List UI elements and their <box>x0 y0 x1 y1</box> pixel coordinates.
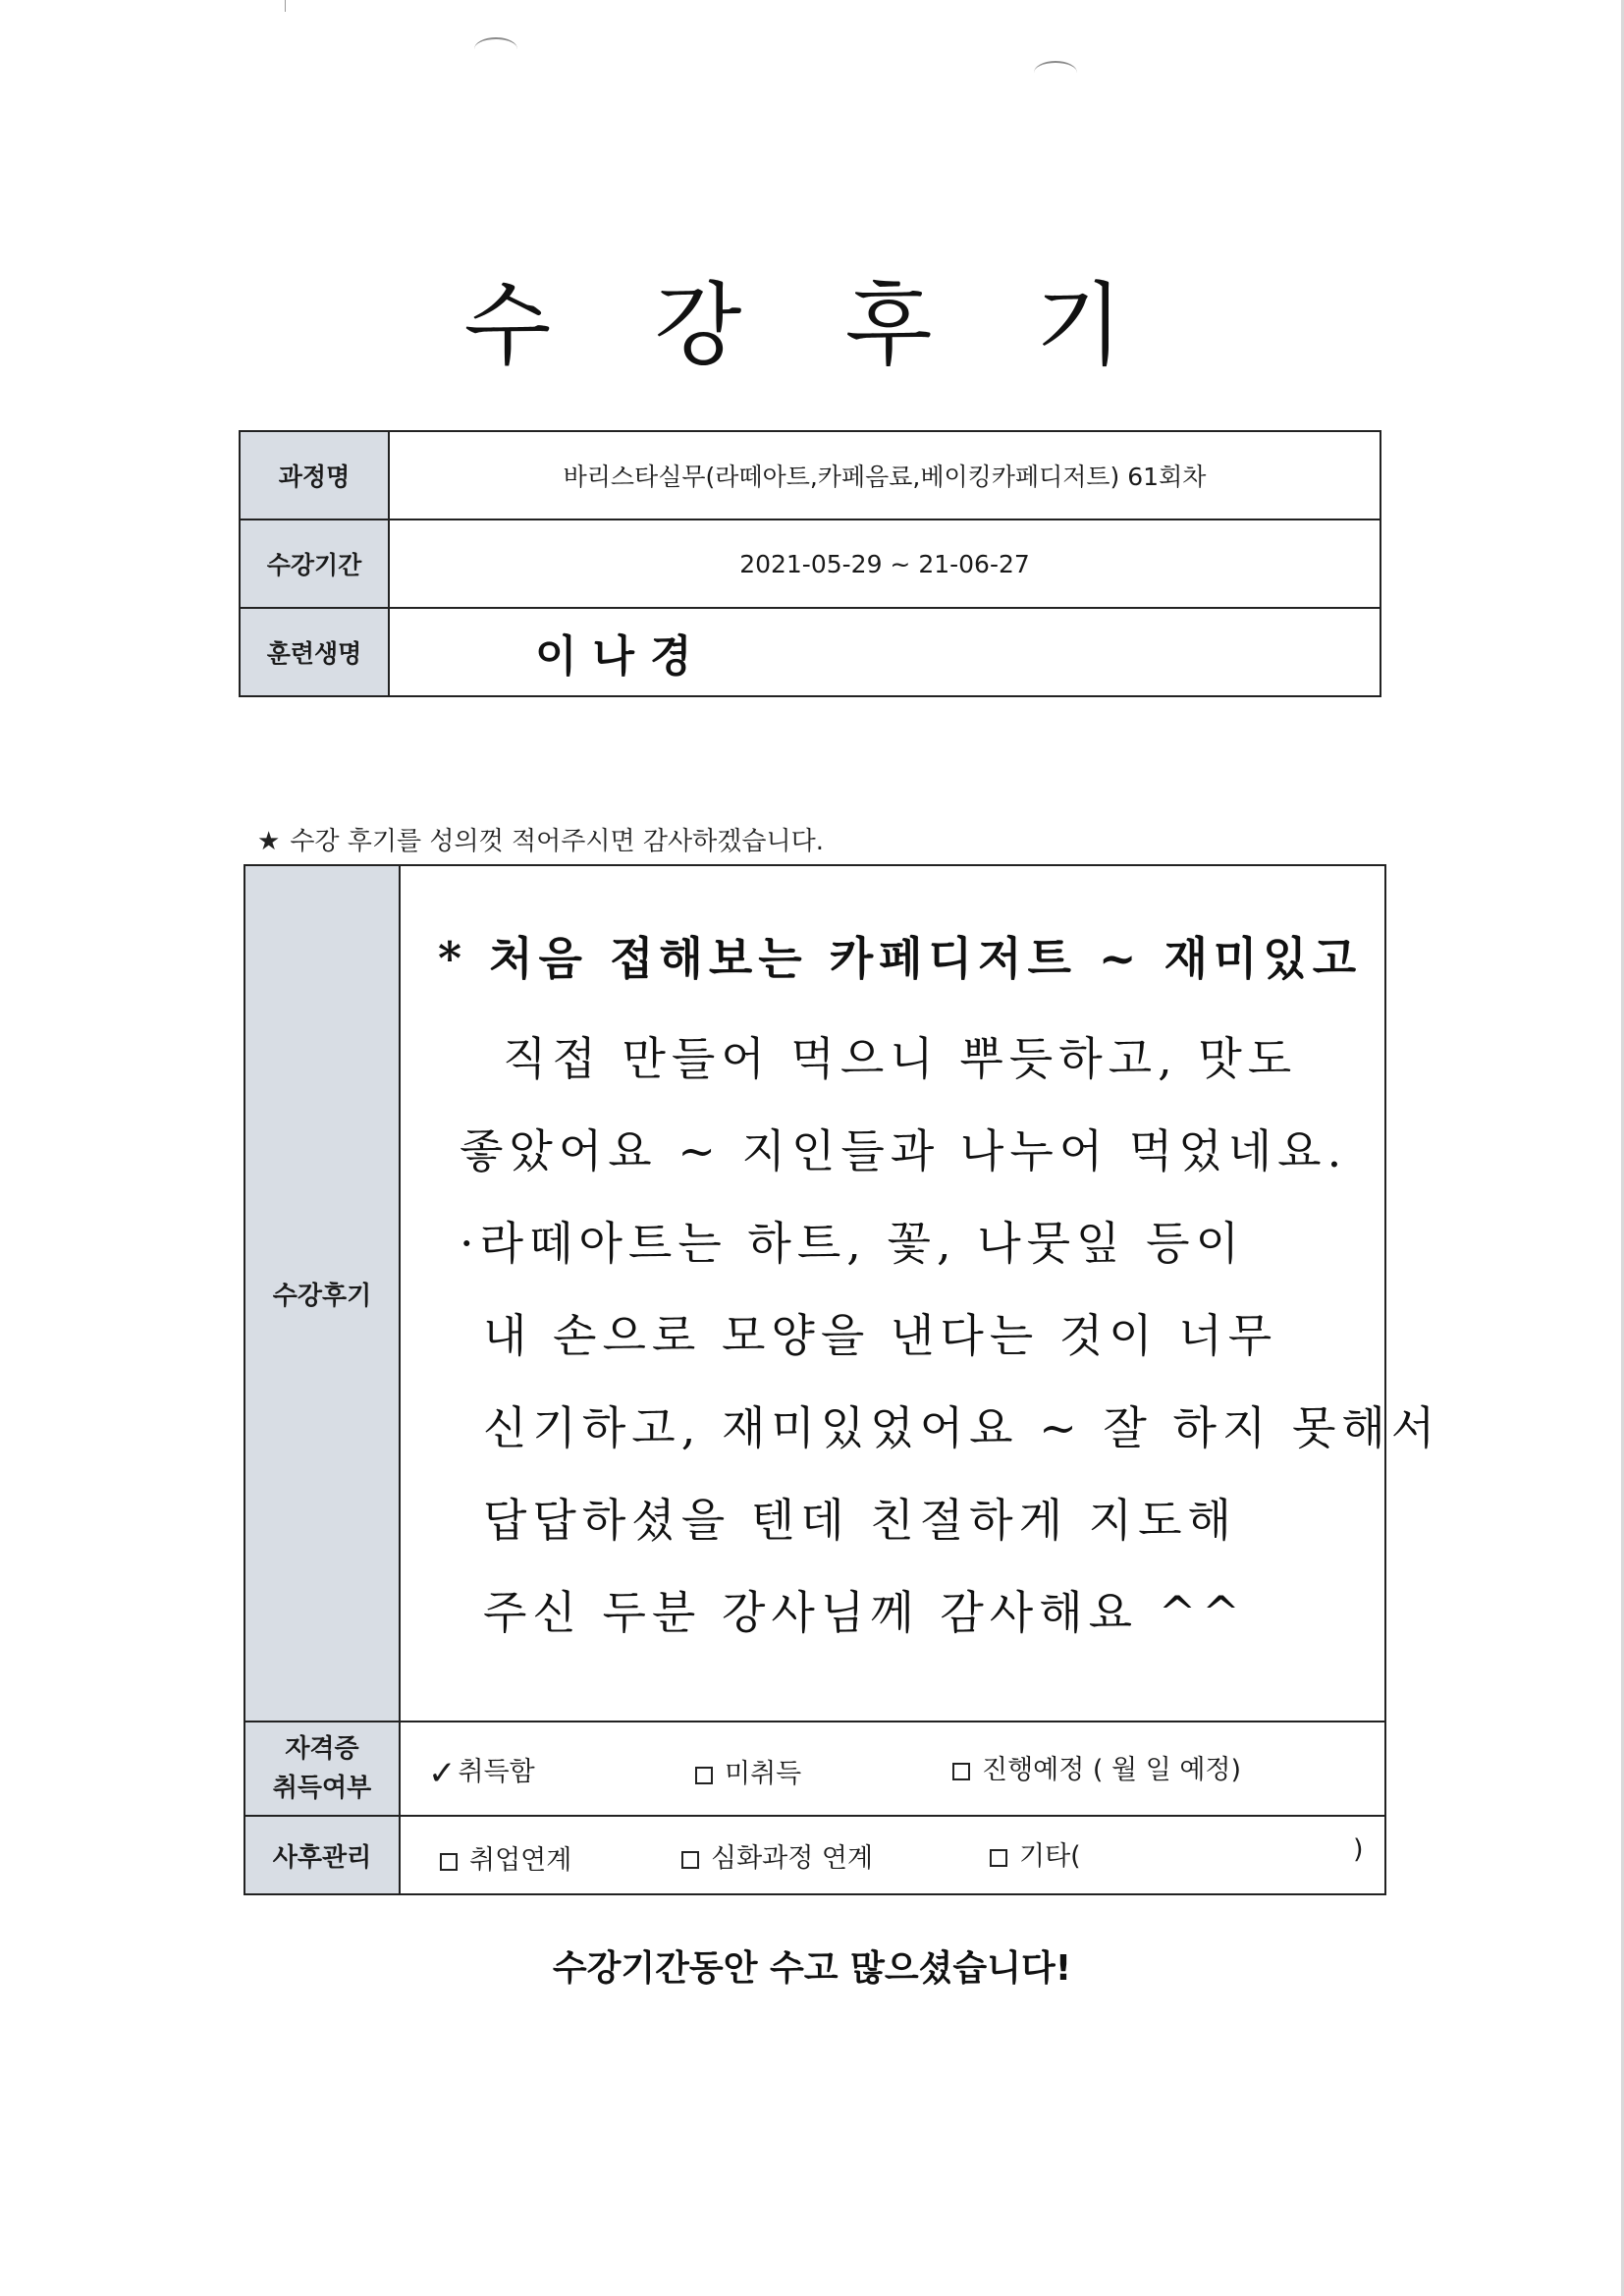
review-line: 좋았어요 ~ 지인들과 나누어 먹었네요. <box>460 1124 1348 1177</box>
review-line: 답답하셨을 텐데 친절하게 지도해 <box>483 1494 1237 1547</box>
document-title: 수 강 후 기 <box>463 273 1161 378</box>
review-line: 내 손으로 모양을 낸다는 것이 너무 <box>483 1309 1278 1362</box>
aftercare-options <box>400 1816 1385 1894</box>
check-icon: ✓ <box>428 1753 457 1793</box>
certification-row <box>244 1722 1385 1816</box>
checkbox-icon <box>440 1853 458 1871</box>
option-job-link[interactable] <box>440 1838 571 1877</box>
review-row <box>244 865 1385 1722</box>
review-line: * 처음 접해보는 카페디저트 ~ 재미있고 <box>438 932 1363 985</box>
aftercare-row <box>244 1816 1385 1894</box>
period-value: 2021-05-29 ~ 21-06-27 <box>389 519 1380 608</box>
course-info-table <box>239 430 1381 697</box>
closing-message: 수강기간동안 수고 많으셨습니다! <box>552 1948 1072 1989</box>
review-body <box>400 865 1441 1722</box>
review-line: 신기하고, 재미있었어요 ~ 잘 하지 못해서 <box>483 1401 1441 1454</box>
option-job-link-label: 취업연계 <box>469 1845 572 1876</box>
certification-label-line2: 취득여부 <box>272 1774 372 1803</box>
review-line: 주신 두분 강사님께 감사해요 ^^ <box>483 1586 1246 1639</box>
option-acquired-label: 취득함 <box>458 1757 535 1787</box>
option-advanced-course-label: 심화과정 연계 <box>711 1843 874 1874</box>
option-other[interactable] <box>990 1834 1081 1873</box>
option-not-acquired[interactable] <box>695 1752 801 1790</box>
option-advanced-course[interactable] <box>681 1836 873 1875</box>
review-line: 직접 만들어 먹으니 뿌듯하고, 맛도 <box>503 1032 1298 1085</box>
trainee-row <box>240 608 1380 696</box>
checkbox-icon <box>695 1767 713 1784</box>
certification-options <box>400 1722 1385 1816</box>
checkbox-icon <box>681 1851 699 1869</box>
checkbox-icon <box>990 1849 1007 1867</box>
review-line: ·라떼아트는 하트, 꽃, 나뭇잎 등이 <box>460 1217 1246 1270</box>
option-other-close: ) <box>1353 1834 1364 1865</box>
option-in-progress[interactable] <box>952 1748 1241 1786</box>
trainee-label: 훈련생명 <box>240 608 389 696</box>
trainee-value-cell <box>389 608 1380 696</box>
option-not-acquired-label: 미취득 <box>725 1759 802 1789</box>
course-label: 과정명 <box>240 431 389 519</box>
certification-label-line1: 자격증 <box>285 1734 359 1764</box>
certification-label <box>244 1722 400 1816</box>
option-acquired[interactable] <box>428 1750 535 1793</box>
notice-text: 수강 후기를 성의껏 적어주시면 감사하겠습니다. <box>290 827 824 856</box>
option-other-label: 기타( <box>1019 1841 1081 1872</box>
course-row <box>240 431 1380 519</box>
punch-hole-right <box>1034 61 1077 84</box>
review-label: 수강후기 <box>244 865 400 1722</box>
option-in-progress-label: 진행예정 ( 월 일 예정) <box>982 1755 1242 1785</box>
course-value: 바리스타실무(라떼아트,카페음료,베이킹카페디저트) 61회차 <box>389 431 1380 519</box>
checkbox-icon <box>952 1763 970 1780</box>
review-table <box>244 864 1441 1895</box>
aftercare-label: 사후관리 <box>244 1816 400 1894</box>
period-row <box>240 519 1380 608</box>
trainee-name: 이나경 <box>535 631 708 682</box>
punch-hole-left <box>474 37 517 61</box>
star-icon: ★ <box>257 827 281 856</box>
period-label: 수강기간 <box>240 519 389 608</box>
notice <box>257 821 824 857</box>
scan-mark <box>285 0 286 12</box>
